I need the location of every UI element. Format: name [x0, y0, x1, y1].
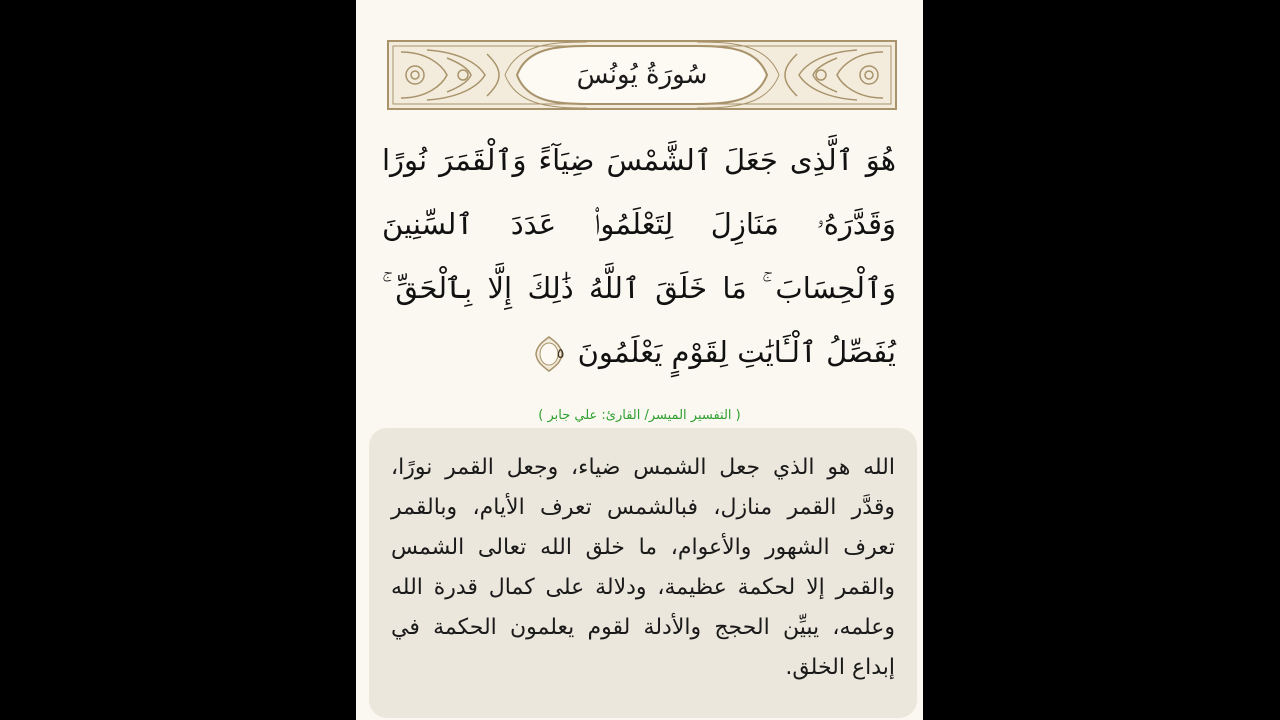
tafsir-text: الله هو الذي جعل الشمس ضياء، وجعل القمر نورًا، وقدَّر القمر منازل، فبالشمس تعرف الأيام، وبالقمر تعرف الشهور والأعوام، ما خلق الله تعالى الشمس والقمر إلا لحكمة عظيمة، ودلالة على كمال قدرة الله وعلمه، يبيِّن الحجج والأدلة لقوم يعلمون الحكمة في إبداع الخلق. — [391, 455, 895, 680]
tafsir-panel — [369, 428, 917, 718]
surah-header — [387, 40, 897, 110]
ayah-end-marker — [534, 335, 564, 373]
ayah-number: ٥ — [556, 346, 565, 362]
tafsir-source-label: ( التفسير الميسر/ القارئ: علي جابر ) — [538, 408, 741, 423]
mushaf-page — [356, 0, 923, 720]
verse-text-block — [382, 128, 896, 384]
verse-text: هُوَ ٱلَّذِى جَعَلَ ٱلشَّمْسَ ضِيَآءً وَٱلْقَمَرَ نُورًا وَقَدَّرَهُۥ مَنَازِلَ لِتَعْلَمُوا۟ عَدَدَ ٱلسِّنِينَ وَٱلْحِسَابَ ۚ مَا خَلَقَ ٱللَّهُ ذَٰلِكَ إِلَّا بِٱلْحَقِّ ۚ يُفَصِّلُ ٱلْـَٔايَٰتِ لِقَوْمٍ يَعْلَمُونَ — [382, 143, 896, 369]
surah-name: سُورَةُ يُونُسَ — [576, 60, 708, 90]
